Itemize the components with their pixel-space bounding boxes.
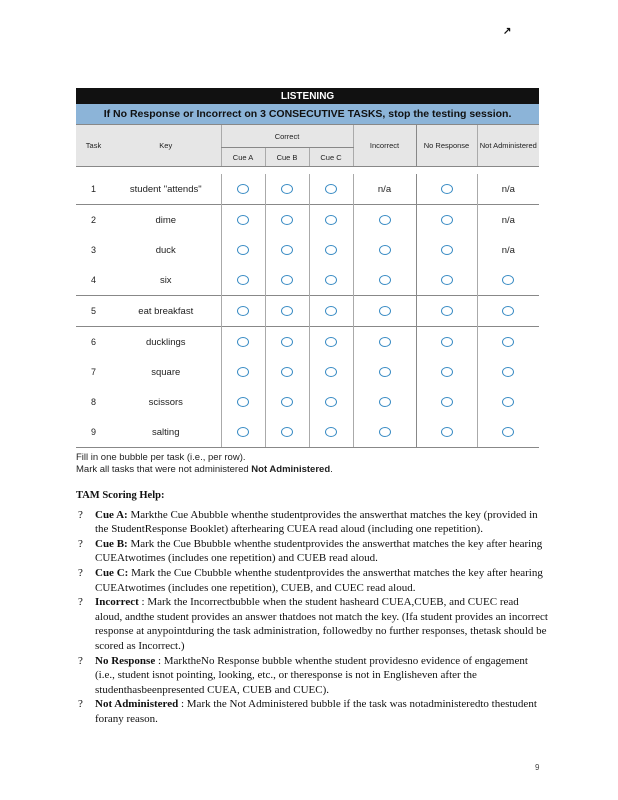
cue-a-bubble[interactable] — [237, 337, 249, 347]
bullet-glyph: ? — [78, 537, 83, 550]
not-administered-bubble[interactable] — [502, 427, 514, 437]
not-administered-na: n/a — [477, 205, 539, 236]
bullet-glyph: ? — [78, 566, 83, 579]
header-key: Key — [111, 125, 221, 167]
cue-b-bubble[interactable] — [281, 215, 293, 225]
task-key: salting — [111, 417, 221, 448]
help-item-label: Not Administered — [95, 698, 179, 711]
help-item — [76, 566, 548, 595]
note-fill-one: Fill in one bubble per task (i.e., per row). — [76, 452, 246, 463]
bullet-glyph: ? — [78, 508, 83, 521]
listening-score-table — [76, 88, 539, 448]
help-item-label: Incorrect — [95, 596, 139, 609]
incorrect-bubble[interactable] — [379, 397, 391, 407]
cue-c-bubble[interactable] — [325, 275, 337, 285]
note-not-administered — [76, 464, 333, 476]
no-response-bubble[interactable] — [441, 184, 453, 194]
not-administered-bubble[interactable] — [502, 275, 514, 285]
note-line2-bold: Not Administered — [251, 464, 331, 475]
task-number: 2 — [76, 205, 111, 236]
task-key: student "attends" — [129, 183, 202, 195]
cue-c-bubble[interactable] — [325, 184, 337, 194]
no-response-bubble[interactable] — [441, 367, 453, 377]
cue-c-cell — [309, 205, 353, 236]
task-key: duck — [155, 244, 176, 256]
incorrect-cell — [353, 357, 416, 387]
cue-c-cell — [309, 417, 353, 448]
bullet-glyph: ? — [78, 596, 83, 609]
incorrect-cell — [353, 417, 416, 448]
header-row-top — [76, 125, 539, 148]
not-administered-cell — [477, 296, 539, 327]
task-number: 6 — [76, 327, 111, 358]
table-title: LISTENING — [76, 88, 539, 104]
header-incorrect: Incorrect — [353, 125, 416, 167]
not-administered-bubble[interactable] — [502, 367, 514, 377]
not-administered-bubble[interactable] — [502, 337, 514, 347]
no-response-bubble[interactable] — [441, 306, 453, 316]
stop-warning — [76, 104, 539, 125]
cue-c-bubble[interactable] — [325, 337, 337, 347]
help-item-text: Mark the Cue Bbubble whenthe studentprovides the answerthat matches the key after hearing CUEAtwotimes (includes one repetition) and CUEB read aloud. — [95, 537, 543, 565]
incorrect-cell — [353, 387, 416, 417]
warning-text-post: , stop the testing session. — [382, 108, 512, 120]
no-response-bubble[interactable] — [441, 427, 453, 437]
no-response-cell — [416, 387, 477, 417]
incorrect-cell — [353, 327, 416, 358]
not-administered-cell — [477, 265, 539, 296]
table-row — [76, 296, 539, 327]
help-item-text: Markthe Cue Abubble whenthe studentprovides the answerthat matches the key (provided in the StudentResponse Booklet) afterhearing CUEA read aloud (including one repetition). — [95, 508, 538, 536]
cue-b-bubble[interactable] — [281, 427, 293, 437]
cue-b-bubble[interactable] — [281, 306, 293, 316]
warning-text-caps: CONSECUTIVE TASKS — [268, 108, 383, 120]
cue-b-cell — [265, 417, 309, 448]
task-key: eat breakfast — [111, 296, 221, 327]
not-administered-cell — [477, 417, 539, 448]
cue-b-cell — [265, 205, 309, 236]
cue-a-bubble[interactable] — [237, 427, 249, 437]
header-spacer — [76, 167, 539, 175]
header-no-response: No Response — [416, 125, 477, 167]
no-response-bubble[interactable] — [441, 337, 453, 347]
incorrect-bubble[interactable] — [379, 215, 391, 225]
task-number: 9 — [76, 417, 111, 448]
not-administered-bubble[interactable] — [502, 397, 514, 407]
cue-c-bubble[interactable] — [325, 367, 337, 377]
no-response-bubble[interactable] — [441, 245, 453, 255]
cue-a-bubble[interactable] — [237, 306, 249, 316]
not-administered-na: n/a — [477, 174, 539, 205]
help-item-label: Cue C: — [95, 566, 129, 579]
help-title: TAM Scoring Help: — [76, 490, 165, 501]
incorrect-na: n/a — [353, 174, 416, 205]
no-response-cell — [416, 327, 477, 358]
cue-a-bubble[interactable] — [237, 245, 249, 255]
task-key: dime — [111, 205, 221, 236]
cue-b-bubble[interactable] — [281, 397, 293, 407]
task-key: scissors — [148, 396, 183, 408]
no-response-cell — [416, 296, 477, 327]
cue-c-cell — [309, 265, 353, 296]
no-response-cell — [416, 235, 477, 265]
help-list — [76, 508, 548, 727]
help-item-label: No Response — [95, 654, 156, 667]
cue-c-cell — [309, 174, 353, 205]
cue-a-bubble[interactable] — [237, 275, 249, 285]
no-response-bubble[interactable] — [441, 215, 453, 225]
cue-b-bubble[interactable] — [281, 275, 293, 285]
cue-b-cell — [265, 235, 309, 265]
cue-b-cell — [265, 327, 309, 358]
cue-a-bubble[interactable] — [237, 215, 249, 225]
incorrect-bubble[interactable] — [379, 275, 391, 285]
task-number: 3 — [90, 245, 96, 255]
corner-mark: ↗ — [503, 26, 512, 37]
help-item — [76, 508, 548, 537]
cue-a-cell — [221, 327, 265, 358]
help-item — [76, 595, 548, 653]
cue-b-cell — [265, 296, 309, 327]
incorrect-bubble[interactable] — [379, 245, 391, 255]
cue-c-bubble[interactable] — [325, 245, 337, 255]
incorrect-bubble[interactable] — [379, 367, 391, 377]
incorrect-cell — [353, 235, 416, 265]
cue-a-bubble[interactable] — [237, 184, 249, 194]
table-row — [76, 387, 539, 417]
cue-b-bubble[interactable] — [281, 245, 293, 255]
help-item-text: : Mark the Not Administered bubble if the task was notadministeredto thestudent forany reason. — [95, 698, 537, 725]
task-number: 7 — [90, 367, 96, 377]
incorrect-cell — [353, 205, 416, 236]
note-line2-post: . — [330, 464, 333, 475]
cue-b-bubble[interactable] — [281, 367, 293, 377]
no-response-bubble[interactable] — [441, 275, 453, 285]
incorrect-bubble[interactable] — [379, 427, 391, 437]
not-administered-na: n/a — [477, 235, 539, 265]
task-number: 1 — [90, 184, 96, 194]
task-rows — [76, 174, 539, 448]
help-item — [76, 654, 548, 698]
not-administered-bubble[interactable] — [502, 306, 514, 316]
table-notes — [76, 452, 333, 476]
help-item — [76, 697, 548, 726]
task-number: 8 — [90, 397, 96, 407]
table-row — [76, 417, 539, 448]
table-row — [76, 327, 539, 358]
incorrect-cell — [353, 265, 416, 296]
help-item-text: : Mark the Incorrectbubble when the student hasheard CUEA,CUEB, and CUEC read aloud, andthe student provides an answer thatdoes not match the key. (Ifa student provides an incorrect response at anypointduring the task administration, followedby no further responses, thetask should be scored as Incorrect.) — [95, 596, 548, 652]
help-item-label: Cue A: — [95, 508, 128, 521]
task-key: ducklings — [111, 327, 221, 358]
task-key: six — [159, 274, 172, 286]
header-cue-c: Cue C — [309, 148, 353, 167]
cue-c-bubble[interactable] — [325, 215, 337, 225]
cue-b-cell — [265, 357, 309, 387]
cue-c-cell — [309, 235, 353, 265]
header-task: Task — [76, 125, 111, 167]
cue-b-bubble[interactable] — [281, 337, 293, 347]
table-row — [76, 205, 539, 236]
cue-a-cell — [221, 174, 265, 205]
task-number: 5 — [76, 296, 111, 327]
table-row — [76, 357, 539, 387]
cue-c-cell — [309, 296, 353, 327]
no-response-cell — [416, 357, 477, 387]
no-response-cell — [416, 205, 477, 236]
cue-b-bubble[interactable] — [281, 184, 293, 194]
header-not-administered: Not Administered — [477, 125, 539, 167]
cue-c-bubble[interactable] — [325, 427, 337, 437]
bullet-glyph: ? — [78, 654, 83, 667]
cue-a-bubble[interactable] — [237, 367, 249, 377]
not-administered-cell — [477, 387, 539, 417]
incorrect-bubble[interactable] — [379, 306, 391, 316]
cue-a-cell — [221, 235, 265, 265]
incorrect-cell — [353, 296, 416, 327]
header-cue-b: Cue B — [265, 148, 309, 167]
table-title-row — [76, 88, 539, 104]
table-row — [76, 174, 539, 205]
help-item-text: Mark the Cue Cbubble whenthe studentprovides the answerthat matches the key after hearing CUEAtwotimes (includes one repetition), CUEB, and CUEC read aloud. — [95, 566, 543, 594]
cue-a-cell — [221, 417, 265, 448]
cue-c-bubble[interactable] — [325, 397, 337, 407]
cue-c-cell — [309, 357, 353, 387]
task-number: 4 — [90, 275, 96, 285]
not-administered-cell — [477, 327, 539, 358]
scoring-help — [76, 489, 548, 727]
table-row — [76, 265, 539, 296]
cue-a-cell — [221, 387, 265, 417]
table-row — [76, 235, 539, 265]
warning-row — [76, 104, 539, 125]
cue-a-cell — [221, 205, 265, 236]
header-cue-a: Cue A — [221, 148, 265, 167]
cue-b-cell — [265, 387, 309, 417]
cue-a-cell — [221, 357, 265, 387]
cue-c-bubble[interactable] — [325, 306, 337, 316]
cue-b-cell — [265, 265, 309, 296]
no-response-bubble[interactable] — [441, 397, 453, 407]
no-response-cell — [416, 265, 477, 296]
help-item — [76, 537, 548, 566]
cue-a-cell — [221, 265, 265, 296]
help-item-label: Cue B: — [95, 537, 128, 550]
page-number: 9 — [535, 763, 540, 772]
bullet-glyph: ? — [78, 698, 83, 711]
cue-a-bubble[interactable] — [237, 397, 249, 407]
no-response-cell — [416, 417, 477, 448]
cue-c-cell — [309, 327, 353, 358]
no-response-cell — [416, 174, 477, 205]
help-item-text: : MarktheNo Response bubble whenthe student providesno evidence of engagement (i.e., student isnot pointing, looking, etc., or theresponse is not in Englisheven after the studenthasbeenpresented CUEA, CUEB and CUEC). — [95, 654, 528, 696]
cue-a-cell — [221, 296, 265, 327]
cue-c-cell — [309, 387, 353, 417]
warning-text-pre: If No Response or Incorrect on 3 — [103, 108, 269, 120]
not-administered-cell — [477, 357, 539, 387]
task-key: square — [151, 366, 181, 378]
note-line2-pre: Mark all tasks that were not administered — [76, 464, 252, 475]
cue-b-cell — [265, 174, 309, 205]
header-correct: Correct — [221, 125, 353, 148]
incorrect-bubble[interactable] — [379, 337, 391, 347]
